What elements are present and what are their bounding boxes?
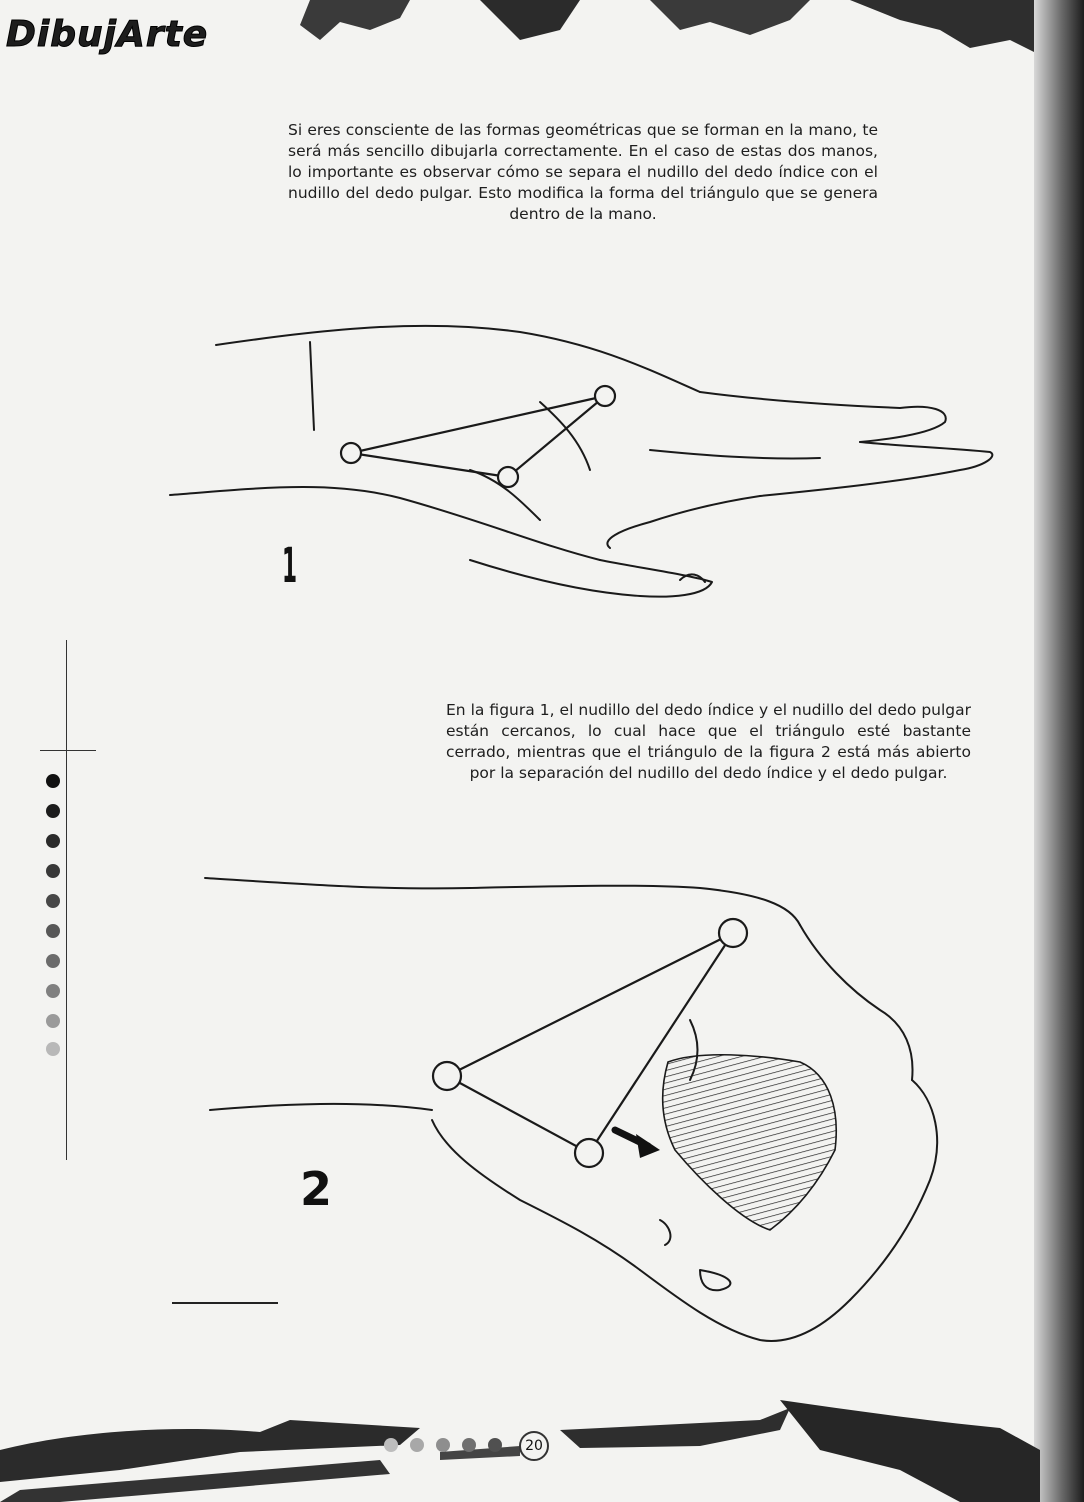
footer-dot — [488, 1438, 502, 1452]
footer-dot — [410, 1438, 424, 1452]
bottom-short-rule — [172, 1302, 278, 1304]
figure-2-number: 2 — [300, 1162, 333, 1216]
footer-dot — [436, 1438, 450, 1452]
comparison-paragraph: En la figura 1, el nudillo del dedo índice y el nudillo del dedo pulgar están cercanos, lo cual hace que el triángulo esté bastante cerrado, mientras que el triángulo de la figura 2 está más abierto por la separación del nudillo del dedo índice y el dedo pulgar. — [446, 701, 971, 782]
intro-paragraph: Si eres consciente de las formas geométricas que se forman en la mano, te será más sencillo dibujarla correctamente. En el caso de estas dos manos, lo importante es observar cómo se separa el nudillo del dedo índice con el nudillo del dedo pulgar. Esto modifica la forma del triángulo que se genera dentro de la mano. — [288, 121, 878, 223]
footer-dot — [462, 1438, 476, 1452]
footer-dot — [384, 1438, 398, 1452]
brand-logo: DibujArte — [6, 14, 209, 55]
page-number: 20 — [519, 1431, 549, 1461]
figure-1-number: 1 — [282, 538, 298, 594]
